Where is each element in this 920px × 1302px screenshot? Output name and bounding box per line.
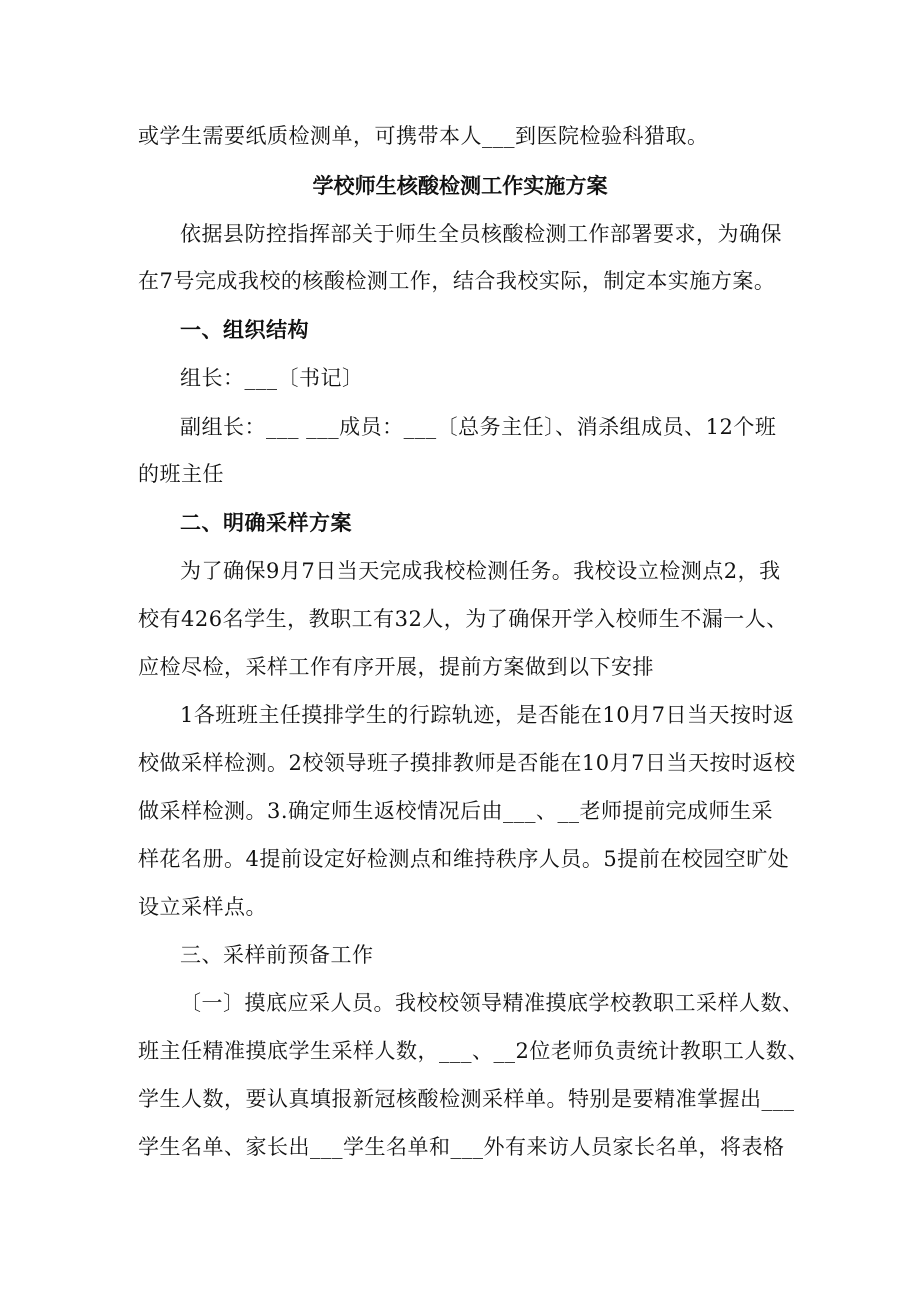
paragraph-line: 班主任精准摸底学生采样人数，___、__2位老师负责统计教职工人数、 <box>138 1039 809 1063</box>
paragraph-line: 学生人数，要认真填报新冠核酸检测采样单。特别是要精准掌握出___ <box>138 1087 795 1111</box>
paragraph-line: 〔一〕摸底应采人员。我校校领导精准摸底学校教职工采样人数、 <box>180 991 804 1015</box>
paragraph-line: 或学生需要纸质检测单，可携带本人___到医院检验科猎取。 <box>138 124 709 148</box>
section-heading: 一、组织结构 <box>180 318 309 342</box>
paragraph-line: 校有426名学生，教职工有32人，为了确保开学入校师生不漏一人、 <box>138 607 788 631</box>
paragraph-line: 样花名册。4提前设定好检测点和维持秩序人员。5提前在校园空旷处 <box>138 847 790 871</box>
paragraph-line: 为了确保9月7日当天完成我校检测任务。我校设立检测点2，我 <box>180 559 781 583</box>
section-heading: 二、明确采样方案 <box>180 511 352 535</box>
paragraph-line: 做采样检测。3.确定师生返校情况后由___、__老师提前完成师生采 <box>138 799 774 823</box>
paragraph-line: 副组长：___ ___成员：___〔总务主任〕、消杀组成员、12个班 <box>180 415 777 439</box>
section-heading: 三、采样前预备工作 <box>180 943 374 967</box>
paragraph-line: 1各班班主任摸排学生的行踪轨迹，是否能在10月7日当天按时返 <box>180 703 795 727</box>
paragraph-line: 依据县防控指挥部关于师生全员核酸检测工作部署要求，为确保 <box>180 222 782 246</box>
document-title: 学校师生核酸检测工作实施方案 <box>312 173 608 198</box>
paragraph-line: 的班主任 <box>138 462 224 486</box>
paragraph-line: 组长：___〔书记〕 <box>180 366 364 390</box>
paragraph-line: 在7号完成我校的核酸检测工作，结合我校实际，制定本实施方案。 <box>138 269 776 293</box>
paragraph-line: 设立采样点。 <box>138 895 267 919</box>
paragraph-line: 学生名单、家长出___学生名单和___外有来访人员家长名单，将表格 <box>138 1135 785 1159</box>
paragraph-line: 校做采样检测。2校领导班子摸排教师是否能在10月7日当天按时返校 <box>138 751 796 775</box>
paragraph-line: 应检尽检，采样工作有序开展，提前方案做到以下安排 <box>138 655 654 679</box>
